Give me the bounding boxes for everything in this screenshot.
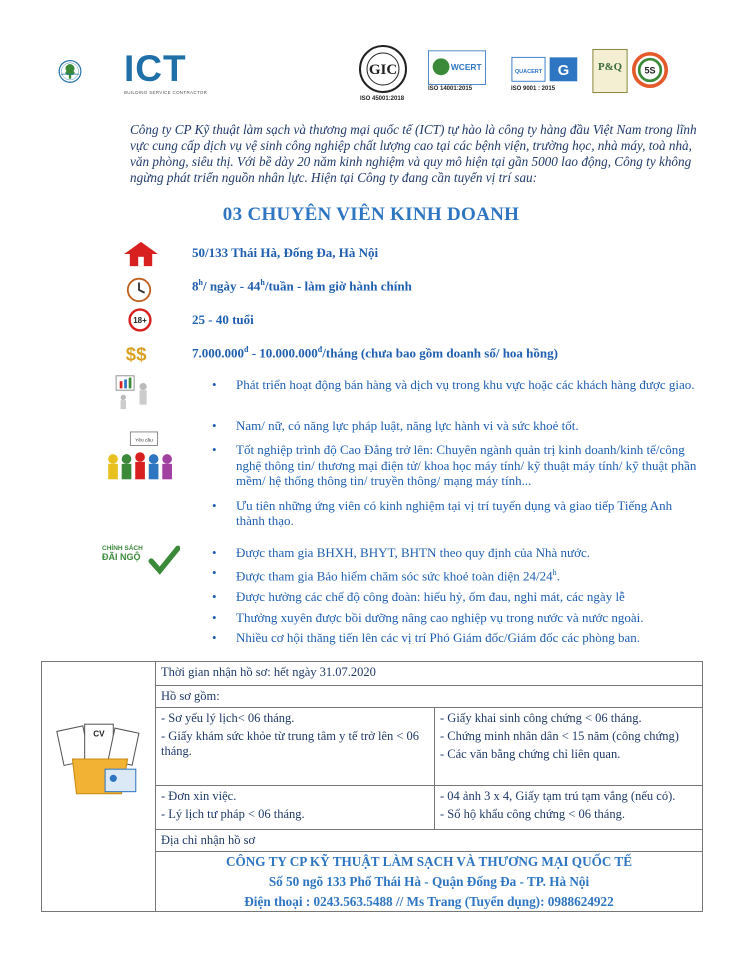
doc-item: - Giấy khám sức khỏe từ trung tâm y tế trở lên < 06 tháng. <box>161 729 420 758</box>
doc-item: - Sơ yếu lý lịch< 06 tháng. <box>161 711 295 725</box>
benefit-item: • Được hưởng các chế độ công đoàn: hiếu hỷ, ốm đau, nghỉ mát, các ngày lễ <box>212 589 704 604</box>
gic-cert-label: GIC <box>368 62 398 78</box>
requirement-item: • Ưu tiên những ứng viên có kinh nghiệm tại vị trí tuyển dụng và giao tiếp Tiếng Anh thành thạo. <box>212 498 704 529</box>
benefit-item: • Được tham gia Bảo hiểm chăm sóc sức khoẻ toàn diện 24/24$^h$. <box>212 565 704 584</box>
logo-subtitle: BUILDING SERVICE CONTRACTOR <box>124 90 208 95</box>
doc-item: - Đơn xin việc. <box>161 789 237 803</box>
quacert-cert-caption: ISO 9001 : 2015 <box>511 86 556 92</box>
age-18-badge-icon <box>128 308 152 332</box>
company-address: Số 50 ngõ 133 Phố Thái Hà - Quận Đống Đa - TP. Hà Nội <box>268 874 590 889</box>
docs-left-2 <box>156 786 435 830</box>
duties-list <box>212 377 704 397</box>
doc-item: - Lý lịch tư pháp < 06 tháng. <box>161 807 305 821</box>
logo-text: ICT <box>124 48 187 89</box>
documents-icon-cell <box>42 662 156 911</box>
requirements-sign-label: Yêu cầu <box>135 438 153 444</box>
money-icon <box>124 340 158 366</box>
wcert-cert-label: WCERT <box>450 62 482 73</box>
doc-item: - Sổ hộ khẩu công chứng < 06 tháng. <box>440 807 625 821</box>
people-group-icon <box>102 430 182 488</box>
pq-award-icon <box>592 48 628 94</box>
pq-award-label: P&Q <box>598 61 622 74</box>
benefit-item: • Thưởng xuyên được bồi dưỡng nâng cao nghiệp vụ trong nước và nước ngoài. <box>212 610 704 625</box>
info-address: 50/133 Thái Hà, Đống Đa, Hà Nội <box>192 245 379 260</box>
doc-item: - Chứng minh nhân dân < 15 năm (công chứng) <box>440 729 679 743</box>
benefit-item: • Nhiều cơ hội thăng tiến lên các vị trí Phó Giám đốc/Giám đốc các phòng ban. <box>212 630 704 645</box>
presentation-icon <box>112 374 158 410</box>
wcert-cert-caption: ISO 14001:2015 <box>428 86 473 92</box>
docs-right-2 <box>435 786 702 830</box>
benefits-label <box>102 545 143 562</box>
gic-cert-icon <box>358 44 408 94</box>
benefits-list <box>212 545 704 650</box>
docs-header-cell: Hồ sơ gồm: <box>156 686 702 708</box>
svg-text:G: G <box>557 62 570 79</box>
clock-icon <box>125 275 153 303</box>
docs-right-1 <box>435 708 702 786</box>
ict-logo <box>58 40 120 102</box>
benefits-label-line2: ĐÃI NGỘ <box>102 552 141 562</box>
age-badge-label: 18+ <box>133 316 147 326</box>
quacert-cert-label: QUACERT <box>514 69 543 75</box>
intro-paragraph: Công ty CP Kỹ thuật làm sạch và thương mại quốc tế (ICT) tự hào là công ty hàng đầu Việt Nam trong lĩnh vực cung cấp dịch vụ vệ sinh công nghiệp chất lượng cao tại các bệnh viện, trường học, nhà máy, toà nhà, văn phòng, siêu thị. Với bề dày 20 năm kinh nghiệm và quy mô hiện tại gần 5000 lao động, Công ty không ngừng phát triển nguồn nhân lực. Hiện tại Công ty đang cần tuyển vị trí sau: <box>130 122 697 185</box>
5s-cert-label: 5S <box>644 65 656 76</box>
duty-item: • Phát triển hoạt động bán hàng và dịch vụ trong khu vực hoặc các khách hàng được giao. <box>212 377 704 392</box>
deadline-cell: Thời gian nhận hồ sơ: hết ngày 31.07.2020 <box>156 662 702 686</box>
doc-item: - Các văn bằng chứng chỉ liên quan. <box>440 747 621 761</box>
company-name: CÔNG TY CP KỸ THUẬT LÀM SẠCH VÀ THƯƠNG MẠI QUỐC TẾ <box>225 854 633 869</box>
info-age: 25 - 40 tuổi <box>192 312 254 327</box>
svg-text:CV: CV <box>93 729 105 739</box>
requirements-list <box>212 418 704 533</box>
info-salary: $7.000.000^đ$ - $10.000.000^đ$/tháng (chưa bao gồm doanh số/ hoa hồng) <box>192 345 558 361</box>
svg-text:$$: $$ <box>125 343 147 365</box>
doc-item: - Giấy khai sinh công chứng < 06 tháng. <box>440 711 642 725</box>
company-phone: Điện thoại : 0243.563.5488 // Ms Trang (Tuyển dụng): 0988624922 <box>244 894 614 909</box>
5s-cert-icon <box>632 52 668 88</box>
requirement-item: • Tốt nghiệp trình độ Cao Đẳng trở lên: Chuyên ngành quản trị kinh doanh/kinh tế/công nghệ thông tin/ thương mại điện tử/ khoa học máy tính/ kỹ thuật máy tính/ kỹ thuật phần mềm/ hệ thống thông tin/ truyền thông/ mạng máy tính... <box>212 442 704 488</box>
benefits-label-line1: CHÍNH SÁCH <box>102 545 143 552</box>
address-label-cell: Địa chỉ nhận hồ sơ <box>156 830 702 852</box>
house-icon <box>122 240 160 268</box>
job-title: 03 CHUYÊN VIÊN KINH DOANH <box>222 204 520 225</box>
requirement-item: • Nam/ nữ, có năng lực pháp luật, năng lực hành vi và sức khoẻ tốt. <box>212 418 704 433</box>
doc-item: - 04 ảnh 3 x 4, Giấy tạm trú tạm vắng (nếu có). <box>440 789 676 803</box>
gic-cert-caption: ISO 45001:2018 <box>360 96 405 102</box>
info-hours: 8$^h$/ ngày - 44$^h$/tuần - làm giờ hành chính <box>192 278 412 294</box>
benefit-item: • Được tham gia BHXH, BHYT, BHTN theo quy định của Nhà nước. <box>212 545 704 560</box>
cv-documents-icon <box>54 720 146 802</box>
docs-left-1 <box>156 708 435 786</box>
checkmark-icon <box>148 544 180 576</box>
